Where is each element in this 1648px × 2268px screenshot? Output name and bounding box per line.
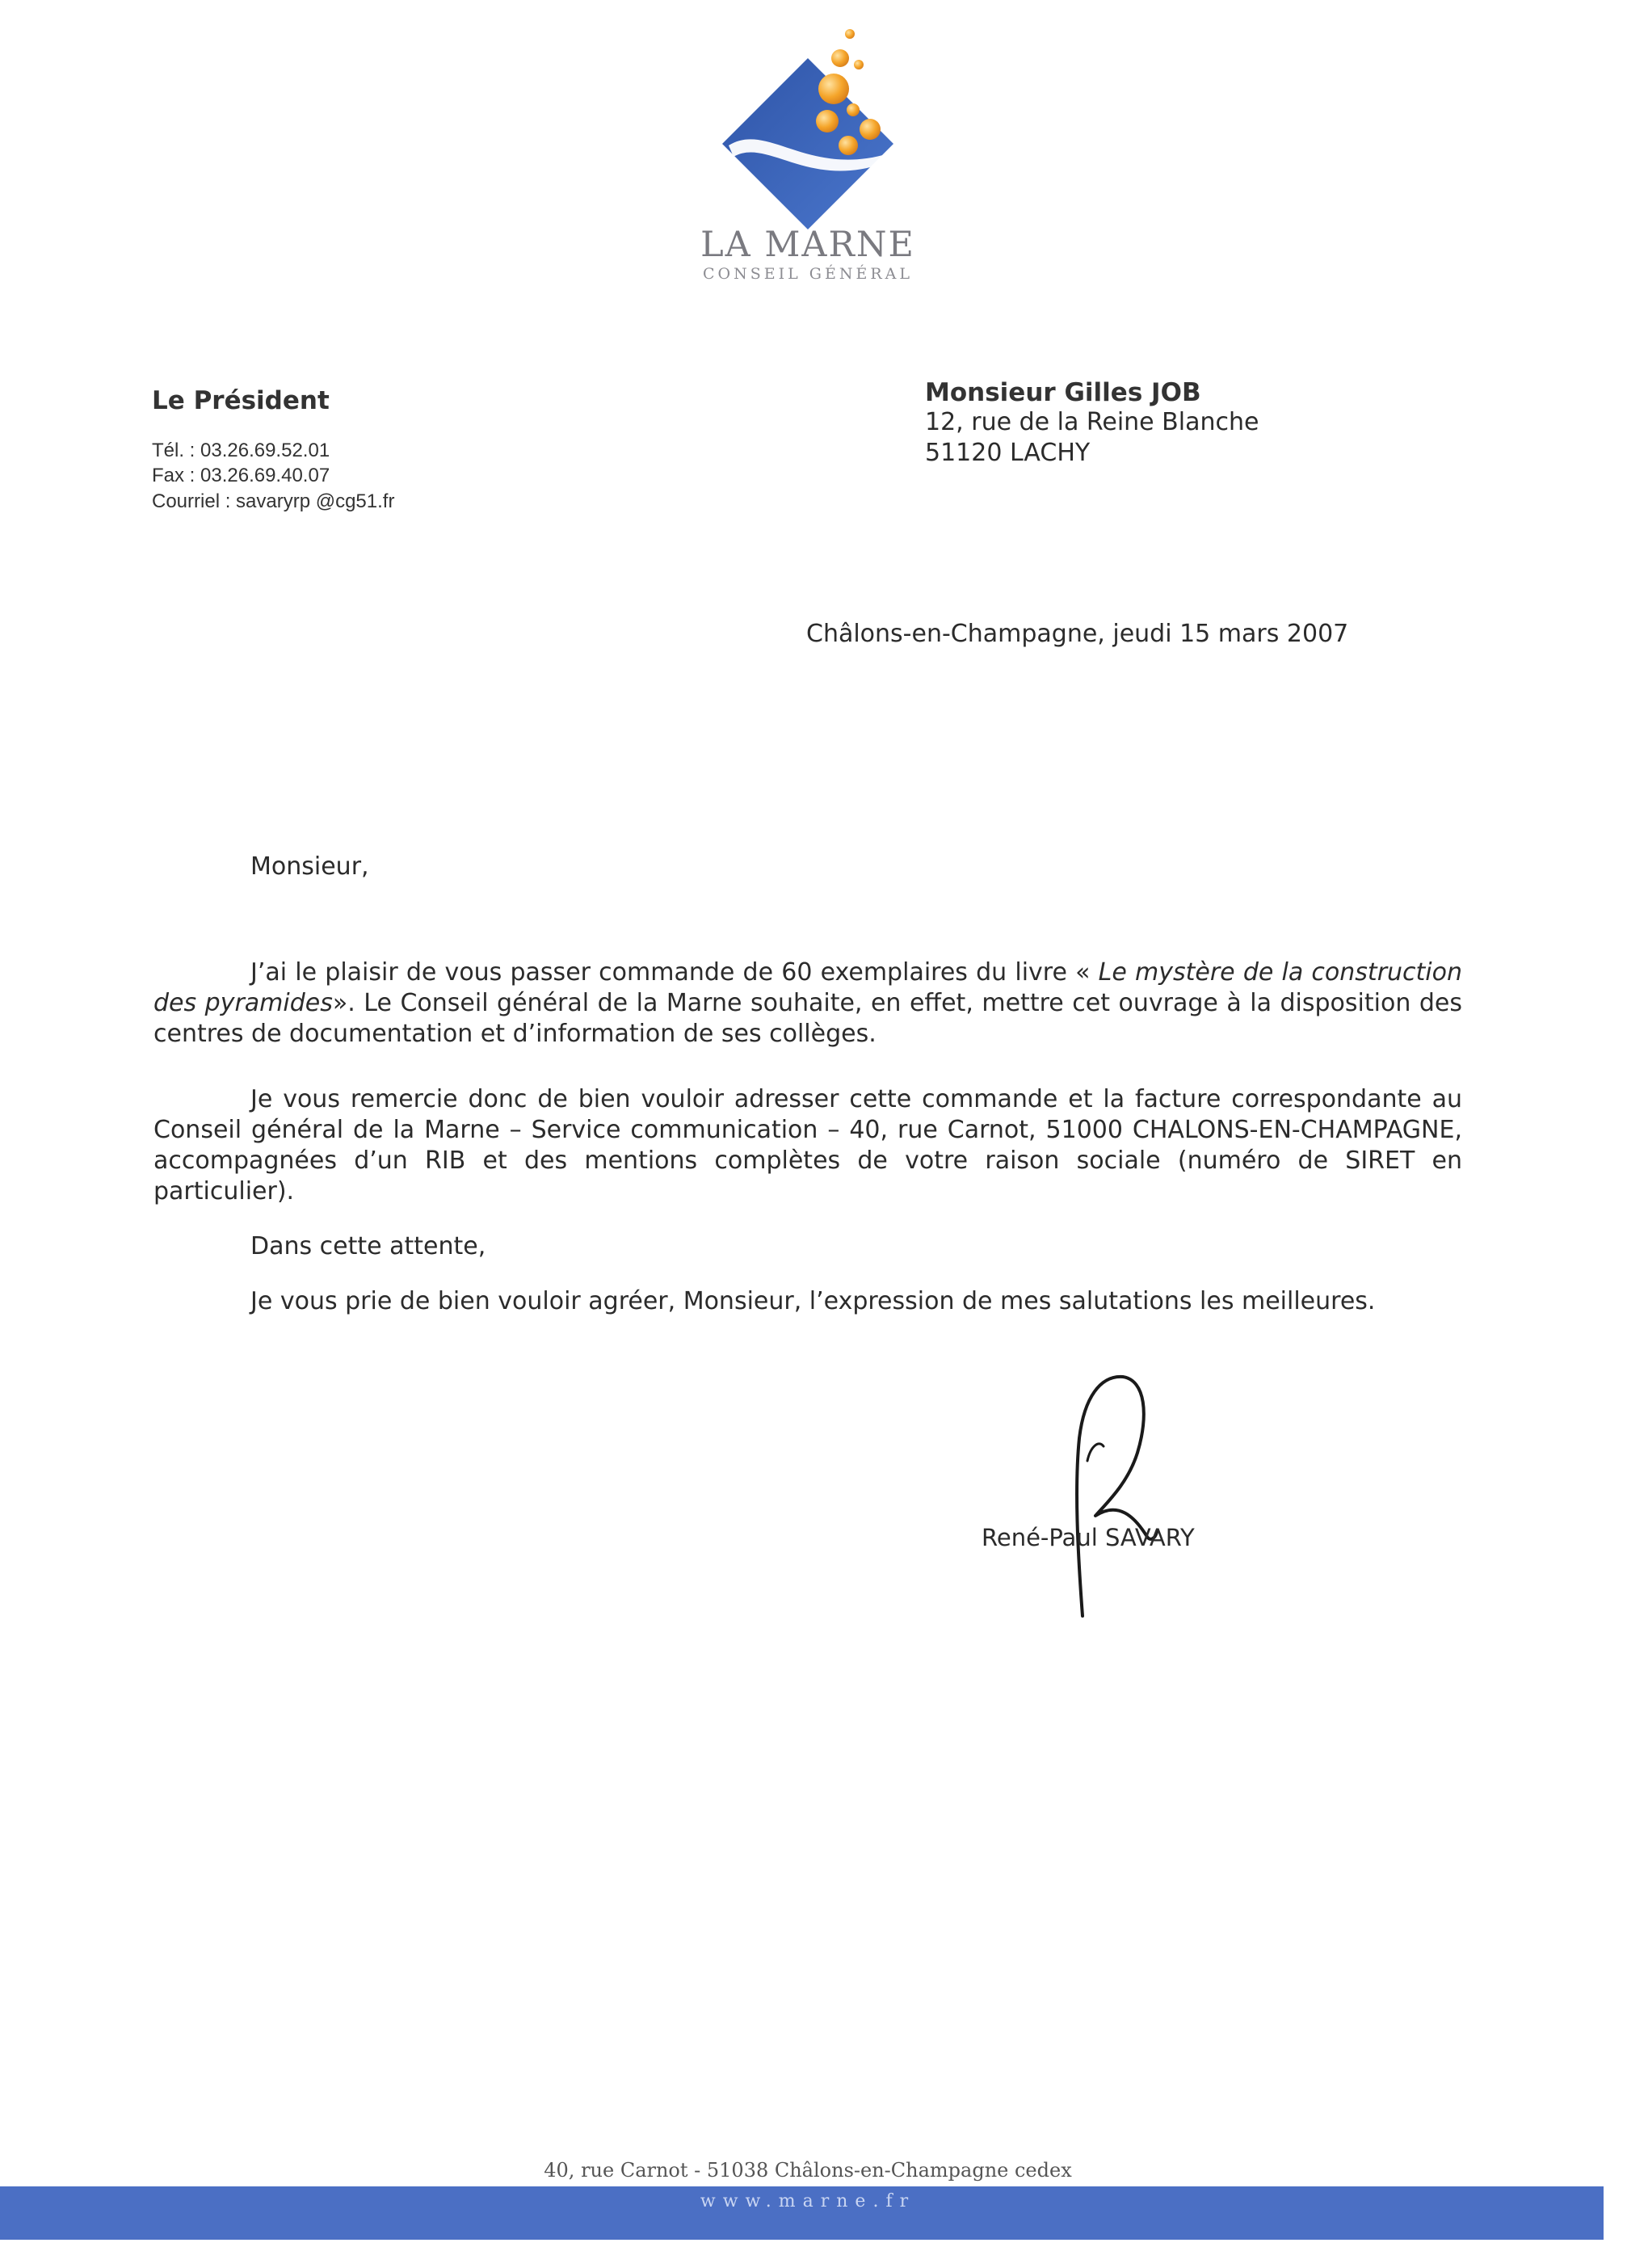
footer-website[interactable]: www.marne.fr bbox=[700, 2191, 916, 2211]
book-title: Le mystère de la construction des pyramides bbox=[153, 958, 1462, 1017]
recipient-address-line2: 51120 LACHY bbox=[925, 439, 1091, 467]
sender-email: Courriel : savaryrp @cg51.fr bbox=[152, 490, 395, 512]
paragraph-order-start: J’ai le plaisir de vous passer commande de 60 exemplaires du livre « bbox=[250, 958, 1099, 987]
footer-address: 40, rue Carnot - 51038 Châlons-en-Champagne cedex bbox=[544, 2159, 1072, 2182]
date-line: Châlons-en-Champagne, jeudi 15 mars 2007 bbox=[806, 620, 1349, 648]
bubble-shape bbox=[860, 119, 881, 140]
org-name: LA MARNE bbox=[700, 225, 915, 265]
bubble-shape bbox=[854, 60, 864, 69]
paragraph-order bbox=[153, 957, 1462, 1050]
sender-fax: Fax : 03.26.69.40.07 bbox=[152, 465, 330, 486]
paragraph-order-end: ». Le Conseil général de la Marne souhaite, en effet, mettre cet ouvrage à la disposition des centres de documentation et d’information de ses collèges. bbox=[153, 989, 1462, 1048]
paragraph-waiting: Dans cette attente, bbox=[250, 1232, 486, 1260]
bubble-shape bbox=[847, 103, 860, 116]
recipient-address-line1: 12, rue de la Reine Blanche bbox=[925, 408, 1259, 436]
org-subtitle: CONSEIL GÉNÉRAL bbox=[703, 265, 913, 283]
recipient-name: Monsieur Gilles JOB bbox=[925, 378, 1201, 407]
signer-name: René-Paul SAVARY bbox=[982, 1524, 1195, 1551]
bubble-shape bbox=[845, 29, 855, 39]
paragraph-invoice-instructions: Je vous remercie donc de bien vouloir adresser cette commande et la facture correspondante au Conseil général de la Marne – Service communication – 40, rue Carnot, 51000 CHALONS-EN-CHAMPAGNE, accompagnées d’un RIB et des mentions complètes de votre raison sociale (numéro de SIRET en particulier). bbox=[153, 1085, 1462, 1206]
bubble-shape bbox=[818, 74, 849, 104]
handwritten-signature bbox=[1050, 1365, 1212, 1632]
sender-title: Le Président bbox=[152, 386, 330, 415]
bubble-shape bbox=[831, 49, 849, 67]
bubble-shape bbox=[839, 136, 858, 155]
sender-tel: Tél. : 03.26.69.52.01 bbox=[152, 440, 330, 461]
paragraph-closing: Je vous prie de bien vouloir agréer, Monsieur, l’expression de mes salutations les meilleures. bbox=[250, 1287, 1376, 1315]
bubble-shape bbox=[816, 110, 839, 133]
salutation: Monsieur, bbox=[250, 852, 369, 881]
